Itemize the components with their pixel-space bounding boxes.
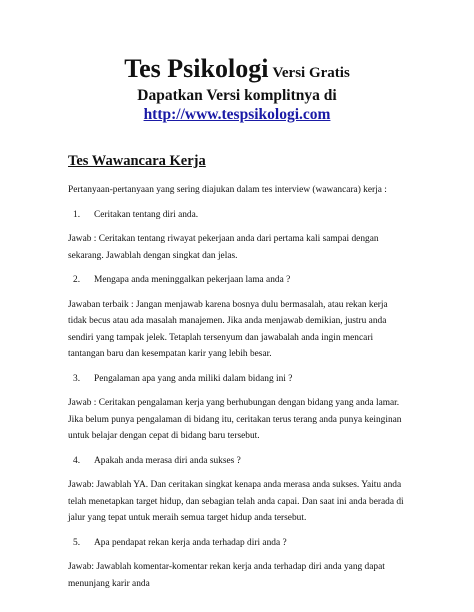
question-text: Ceritakan tentang diri anda. [94, 209, 199, 220]
question-item [68, 535, 408, 552]
question-number: 3. [73, 373, 81, 384]
website-link[interactable]: http://www.tespsikologi.com [143, 106, 331, 123]
question-number: 2. [73, 275, 81, 285]
question-item [68, 207, 408, 224]
document-header [0, 54, 474, 124]
question-item [68, 453, 408, 470]
document-subtitle: Dapatkan Versi komplitnya di [137, 87, 337, 104]
answer-paragraph: Jawab : Ceritakan tentang riwayat pekerjaan anda dari pertama kali sampai dengan sekarang. Jawablah dengan singkat dan jelas. [68, 234, 379, 261]
question-text: Pengalaman apa yang anda miliki dalam bidang ini ? [94, 373, 293, 384]
document-body [68, 182, 408, 600]
question-number: 1. [73, 209, 81, 220]
question-text: Apakah anda merasa diri anda sukses ? [94, 455, 241, 466]
question-number: 4. [73, 455, 81, 466]
answer-paragraph: Jawab: Jawablah komentar-komentar rekan kerja anda terhadap diri anda yang dapat menunjang karir anda [68, 562, 385, 589]
document-title: Tes Psikologi [124, 54, 269, 83]
answer-paragraph: Jawaban terbaik : Jangan menjawab karena bosnya dulu bermasalah, atau rekan kerja tidak becus atau ada masalah manajemen. Jika anda menjawab demikian, justru anda sendiri yang tampak jelek. Tetaplah tersenyum dan jawabalah anda ingin mencari tantangan baru dan kesempatan karir yang lebih besar. [68, 299, 388, 359]
title-line [0, 54, 474, 88]
title-suffix: Versi Gratis [272, 65, 350, 81]
question-text: Mengapa anda meninggalkan pekerjaan lama anda ? [94, 275, 291, 285]
question-item [68, 371, 408, 388]
question-text: Apa pendapat rekan kerja anda terhadap diri anda ? [94, 537, 287, 548]
section-heading: Tes Wawancara Kerja [68, 153, 206, 169]
answer-paragraph: Jawab : Ceritakan pengalaman kerja yang berhubungan dengan bidang yang anda lamar. Jika belum punya pengalaman di bidang itu, ceritakan terus terang anda punya keinginan untuk belajar dengan cepat di bidang baru tersebut. [68, 398, 402, 441]
intro-paragraph: Pertanyaan-pertanyaan yang sering diajukan dalam tes interview (wawancara) kerja : [68, 185, 387, 195]
question-number: 5. [73, 537, 81, 548]
answer-paragraph: Jawab: Jawablah YA. Dan ceritakan singkat kenapa anda merasa anda sukses. Yaitu anda telah menetapkan target hidup, dan sebagian telah anda capai. Dan saat ini anda berada di jalur yang tepat untuk meraih semua target hidup anda tersebut. [68, 480, 404, 523]
question-item [68, 272, 408, 289]
